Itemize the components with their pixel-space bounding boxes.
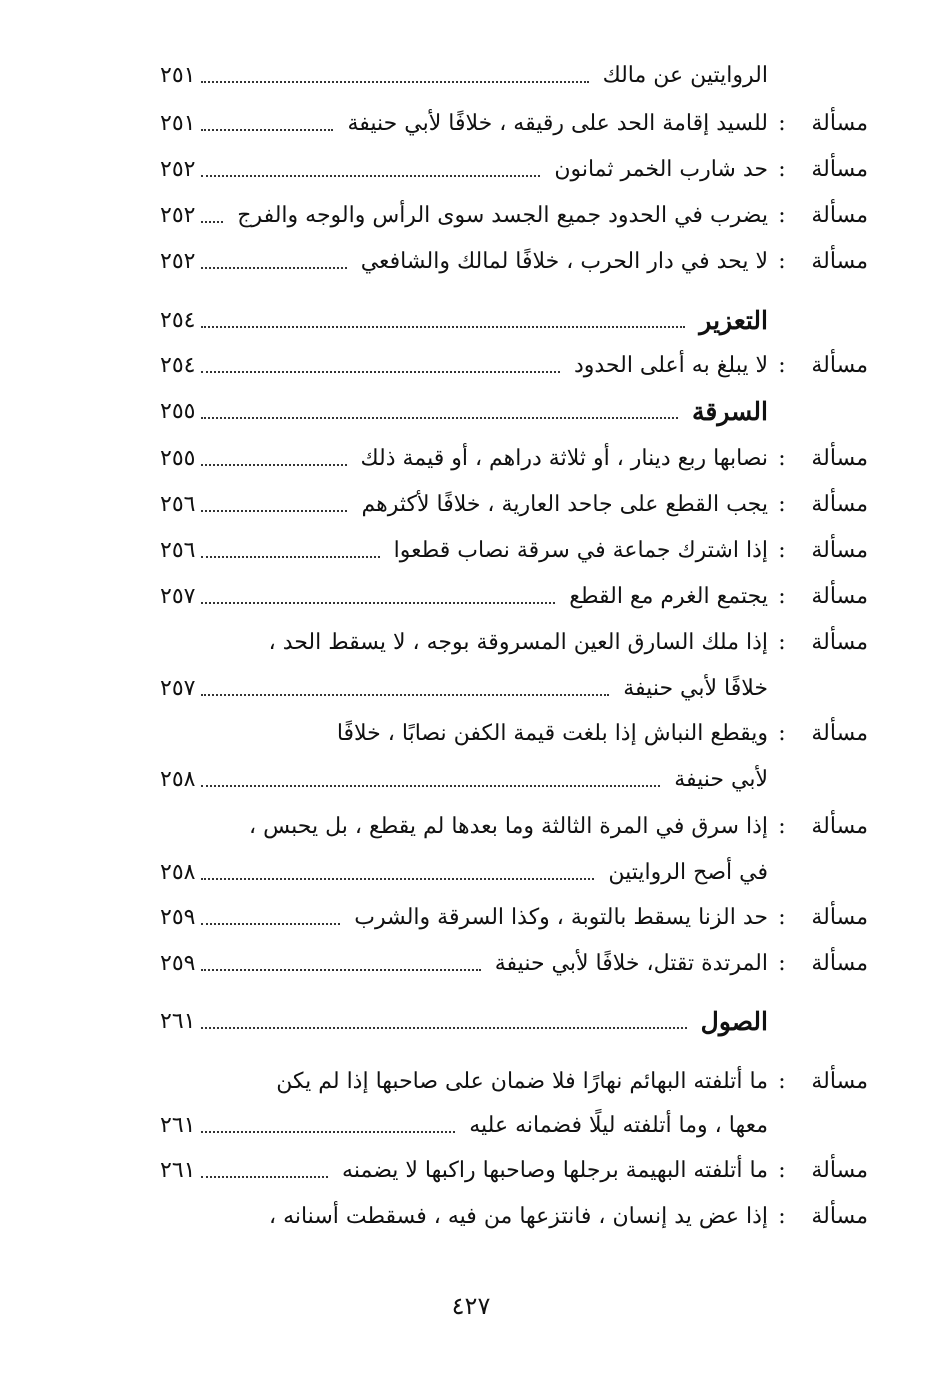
entry-label: مسألة bbox=[811, 537, 868, 563]
dot-leader bbox=[201, 304, 685, 328]
dot-leader bbox=[201, 107, 333, 131]
index-entry bbox=[160, 527, 868, 573]
entry-page-number: ٢٦١ bbox=[160, 1112, 196, 1138]
entry-page-number: ٢٥٦ bbox=[160, 537, 196, 563]
entry-text: لا يبلغ به أعلى الحدود bbox=[573, 352, 768, 378]
entry-text: للسيد إقامة الحد على رقيقه ، خلافًا لأبي حنيفة bbox=[347, 110, 768, 136]
entry-text: المرتدة تقتل، خلافًا لأبي حنيفة bbox=[494, 950, 768, 976]
entry-text: إذا ملك السارق العين المسروقة بوجه ، لا يسقط الحد ، bbox=[268, 629, 768, 655]
entry-colon: : bbox=[778, 583, 786, 609]
index-entry bbox=[160, 1193, 868, 1239]
entry-text: ما أتلفته البهائم نهارًا فلا ضمان على صاحبها إذا لم يكن bbox=[276, 1068, 768, 1094]
entry-text: في أصح الروايتين bbox=[608, 859, 768, 885]
entry-page-number: ٢٥٢ bbox=[160, 248, 196, 274]
entry-colon: : bbox=[778, 352, 786, 378]
index-entry bbox=[160, 1058, 868, 1104]
entry-colon: : bbox=[778, 202, 786, 228]
entry-colon: : bbox=[778, 156, 786, 182]
entry-text: ويقطع النباش إذا بلغت قيمة الكفن نصابًا ، خلافًا bbox=[336, 720, 768, 746]
dot-leader bbox=[201, 1154, 328, 1178]
entry-colon: : bbox=[778, 950, 786, 976]
dot-leader bbox=[201, 349, 560, 373]
entry-colon: : bbox=[778, 110, 786, 136]
entry-colon: : bbox=[778, 445, 786, 471]
entry-page-number: ٢٥١ bbox=[160, 110, 196, 136]
section-heading-row bbox=[160, 388, 868, 434]
entry-page-number: ٢٥٩ bbox=[160, 904, 196, 930]
entry-page-number: ٢٥٢ bbox=[160, 156, 196, 182]
entry-label: مسألة bbox=[811, 352, 868, 378]
entry-page-number: ٢٥٧ bbox=[160, 583, 196, 609]
entry-text: خلافًا لأبي حنيفة bbox=[623, 675, 768, 701]
entry-text: يجب القطع على جاحد العارية ، خلافًا لأكثرهم bbox=[361, 491, 768, 517]
entry-page-number: ٢٥١ bbox=[160, 62, 196, 88]
index-entry bbox=[160, 573, 868, 619]
entry-text: لا يحد في دار الحرب ، خلافًا لمالك والشافعي bbox=[360, 248, 768, 274]
index-entry bbox=[160, 192, 868, 238]
dot-leader bbox=[201, 1109, 455, 1133]
index-entry bbox=[160, 238, 868, 284]
entry-label: مسألة bbox=[811, 629, 868, 655]
entry-page-number: ٢٥٥ bbox=[160, 398, 196, 424]
index-entry bbox=[160, 1147, 868, 1193]
entry-label: مسألة bbox=[811, 491, 868, 517]
entry-page-number: ٢٥٦ bbox=[160, 491, 196, 517]
entry-label: مسألة bbox=[811, 248, 868, 274]
entry-label: مسألة bbox=[811, 720, 868, 746]
dot-leader bbox=[201, 580, 555, 604]
entry-text: إذا عض يد إنسان ، فانتزعها من فيه ، فسقطت أسنانه ، bbox=[268, 1203, 768, 1229]
section-heading-row bbox=[160, 297, 868, 343]
index-entry bbox=[160, 1102, 868, 1148]
dot-leader bbox=[201, 59, 588, 83]
entry-colon: : bbox=[778, 813, 786, 839]
entry-colon: : bbox=[778, 629, 786, 655]
entry-colon: : bbox=[778, 1203, 786, 1229]
entry-page-number: ٢٦١ bbox=[160, 1157, 196, 1183]
entry-text: حد شارب الخمر ثمانون bbox=[554, 156, 768, 182]
dot-leader bbox=[201, 395, 678, 419]
index-entry bbox=[160, 756, 868, 802]
dot-leader bbox=[201, 153, 540, 177]
dot-leader bbox=[201, 1005, 686, 1029]
index-entry bbox=[160, 52, 868, 98]
entry-colon: : bbox=[778, 1157, 786, 1183]
entry-colon: : bbox=[778, 537, 786, 563]
index-entry bbox=[160, 146, 868, 192]
index-entry bbox=[160, 894, 868, 940]
dot-leader bbox=[201, 672, 609, 696]
section-heading-row bbox=[160, 998, 868, 1044]
dot-leader bbox=[201, 856, 594, 880]
index-entry bbox=[160, 665, 868, 711]
index-entry bbox=[160, 803, 868, 849]
entry-label: مسألة bbox=[811, 110, 868, 136]
entry-text: إذا سرق في المرة الثالثة وما بعدها لم يقطع ، بل يحبس ، bbox=[249, 813, 768, 839]
entry-label: مسألة bbox=[811, 1157, 868, 1183]
index-entry bbox=[160, 435, 868, 481]
entry-text: معها ، وما أتلفته ليلًا فضمانه عليه bbox=[469, 1112, 768, 1138]
entry-label: مسألة bbox=[811, 583, 868, 609]
entry-page-number: ٢٥٤ bbox=[160, 307, 196, 333]
entry-label: مسألة bbox=[811, 950, 868, 976]
entry-label: مسألة bbox=[811, 445, 868, 471]
entry-label: مسألة bbox=[811, 813, 868, 839]
entry-page-number: ٢٥٨ bbox=[160, 766, 196, 792]
index-entry bbox=[160, 100, 868, 146]
entry-label: مسألة bbox=[811, 1203, 868, 1229]
page-number: ٤٢٧ bbox=[451, 1292, 491, 1320]
dot-leader bbox=[201, 947, 480, 971]
entry-page-number: ٢٥٩ bbox=[160, 950, 196, 976]
entry-text: حد الزنا يسقط بالتوبة ، وكذا السرقة والشرب bbox=[354, 904, 768, 930]
entry-label: مسألة bbox=[811, 156, 868, 182]
section-heading: الصول bbox=[700, 1006, 768, 1036]
index-entry bbox=[160, 940, 868, 986]
dot-leader bbox=[201, 442, 346, 466]
dot-leader bbox=[201, 245, 346, 269]
entry-text: يضرب في الحدود جميع الجسد سوى الرأس والوجه والفرج bbox=[237, 202, 768, 228]
index-entry bbox=[160, 342, 868, 388]
entry-page-number: ٢٥٨ bbox=[160, 859, 196, 885]
entry-colon: : bbox=[778, 491, 786, 517]
entry-label: مسألة bbox=[811, 202, 868, 228]
section-heading: التعزير bbox=[699, 305, 768, 335]
entry-page-number: ٢٥٤ bbox=[160, 352, 196, 378]
dot-leader bbox=[201, 901, 340, 925]
entry-text: نصابها ربع دينار ، أو ثلاثة دراهم ، أو قيمة ذلك bbox=[360, 445, 768, 471]
index-entry bbox=[160, 710, 868, 756]
dot-leader bbox=[201, 199, 223, 223]
entry-page-number: ٢٥٢ bbox=[160, 202, 196, 228]
index-entry bbox=[160, 481, 868, 527]
entry-colon: : bbox=[778, 248, 786, 274]
entry-label: مسألة bbox=[811, 1068, 868, 1094]
entry-text: لأبي حنيفة bbox=[674, 766, 768, 792]
entry-text: يجتمع الغرم مع القطع bbox=[569, 583, 768, 609]
entry-label: مسألة bbox=[811, 904, 868, 930]
index-entry bbox=[160, 849, 868, 895]
dot-leader bbox=[201, 534, 379, 558]
index-entry bbox=[160, 619, 868, 665]
entry-text: إذا اشترك جماعة في سرقة نصاب قطعوا bbox=[393, 537, 768, 563]
dot-leader bbox=[201, 488, 347, 512]
entry-page-number: ٢٦١ bbox=[160, 1008, 196, 1034]
entry-text: ما أتلفته البهيمة برجلها وصاحبها راكبها لا يضمنه bbox=[342, 1157, 768, 1183]
entry-page-number: ٢٥٧ bbox=[160, 675, 196, 701]
entry-colon: : bbox=[778, 720, 786, 746]
entry-colon: : bbox=[778, 1068, 786, 1094]
entry-text: الروايتين عن مالك bbox=[602, 62, 768, 88]
entry-page-number: ٢٥٥ bbox=[160, 445, 196, 471]
dot-leader bbox=[201, 763, 660, 787]
entry-colon: : bbox=[778, 904, 786, 930]
section-heading: السرقة bbox=[691, 396, 768, 426]
